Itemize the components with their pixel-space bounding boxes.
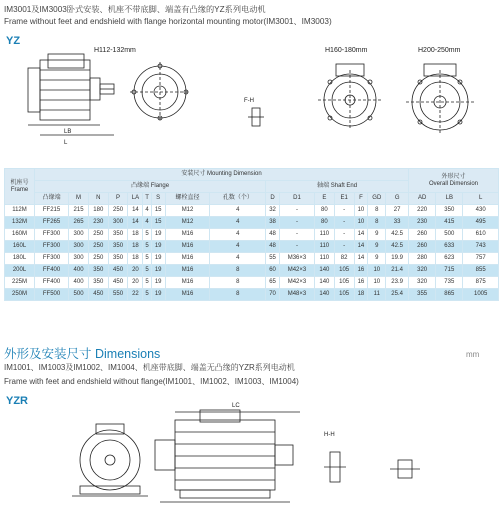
table-cell-frame: 112M [5,205,35,217]
table-cell-frame: 132M [5,217,35,229]
table-cell: - [334,205,354,217]
table-cell: 300 [69,229,89,241]
th-col: LA [128,193,143,205]
table-cell: 4 [143,205,151,217]
table-cell: M16 [165,265,210,277]
table-cell: 320 [409,277,436,289]
table-cell: 300 [69,253,89,265]
table-cell: 19 [151,253,165,265]
table-cell-frame: 180L [5,253,35,265]
th-col: E [314,193,334,205]
table-cell: 140 [314,289,334,301]
dim-lc: LC [232,403,240,409]
table-cell: 22 [128,289,143,301]
th-col: D [266,193,280,205]
th-col: E1 [334,193,354,205]
table-cell: 14 [354,229,368,241]
th-overall: 外形尺寸 Overall Dimension [409,169,499,193]
table-cell: - [279,217,314,229]
th-flange: 凸缘端 Flange [35,181,266,193]
table-cell: FF215 [35,205,69,217]
table-cell: 80 [314,205,334,217]
table-cell: 19.9 [386,253,409,265]
table-cell: FF265 [35,217,69,229]
table-column-header-row [5,193,499,205]
th-mounting: 安装尺寸 Mounting Dimension [35,169,409,181]
table-cell: 350 [108,229,128,241]
table-cell: 633 [436,241,463,253]
th-col: GD [368,193,386,205]
th-frame: 机座号 Frame [5,169,35,205]
motor-drawing-side-1 [28,54,114,135]
table-cell: 500 [436,229,463,241]
table-cell: 5 [143,265,151,277]
table-cell: 70 [266,289,280,301]
table-cell: 140 [314,265,334,277]
table-cell: 280 [409,253,436,265]
page-title-cn: IM3001及IM3003卧式安装、机座不带底脚、端盖有凸缘的YZ系列电动机 [4,5,266,14]
table-cell: - [334,217,354,229]
table-cell: 5 [143,253,151,265]
table-cell: 19 [151,289,165,301]
table-cell: 8 [210,277,266,289]
drawing2-caption: H160-180mm [325,47,368,54]
yzr-motor-side [155,410,300,502]
th-col: F [354,193,368,205]
table-cell: M42×3 [279,265,314,277]
table-cell: 105 [334,289,354,301]
table-cell: 20 [128,277,143,289]
yz-label: YZ [6,35,21,47]
table-cell: 5 [143,277,151,289]
table-cell: 4 [210,253,266,265]
table-cell: 623 [436,253,463,265]
th-col: G [386,193,409,205]
table-cell: - [334,241,354,253]
dim-h-h: H-H [324,432,335,438]
table-cell: 350 [88,277,108,289]
table-cell: 350 [436,205,463,217]
yzr-label: YZR [6,395,28,407]
table-cell: 220 [409,205,436,217]
table-cell: 4 [210,229,266,241]
table-cell: 27 [386,205,409,217]
table-cell: 350 [108,241,128,253]
table-cell: FF400 [35,265,69,277]
table-cell: 5 [143,289,151,301]
table-cell: 1005 [463,289,499,301]
table-cell: 110 [314,241,334,253]
dim-f-gd: F-H [244,98,254,104]
yz-drawings [0,30,503,165]
table-row [5,241,499,253]
table-cell: 400 [69,265,89,277]
motor-drawing-front-3 [406,64,474,134]
table-cell-frame: 160L [5,241,35,253]
table-cell: 23.9 [386,277,409,289]
table-cell: 25.4 [386,289,409,301]
table-row [5,229,499,241]
drawing3-caption: H200-250mm [418,47,461,54]
table-cell: M16 [165,241,210,253]
yzr-drawings [0,390,503,511]
page-title-en: Frame without feet and endshield with flange horizontal mounting motor(IM3001、IM3003) [4,17,332,26]
table-cell: 10 [368,277,386,289]
dimension-table [4,168,499,301]
table-cell: 82 [334,253,354,265]
table-cell: M42×3 [279,277,314,289]
table-cell: 10 [354,205,368,217]
table-cell: 80 [314,217,334,229]
table-cell: M48×3 [279,289,314,301]
table-body [5,205,499,301]
drawing1-caption: H112-132mm [94,47,136,54]
table-cell: 33 [386,217,409,229]
th-col: AD [409,193,436,205]
table-cell: 430 [463,205,499,217]
table-cell: 105 [334,277,354,289]
table-cell: - [279,229,314,241]
table-cell: 757 [463,253,499,265]
table-cell: 265 [69,217,89,229]
table-cell: 19 [151,277,165,289]
table-cell: 9 [368,229,386,241]
table-cell: 19 [151,265,165,277]
table-cell: 8 [210,289,266,301]
table-cell: 10 [368,265,386,277]
table-cell: FF300 [35,253,69,265]
table-cell: 8 [210,265,266,277]
table-cell: 14 [128,217,143,229]
table-cell: 5 [143,229,151,241]
table-cell: 14 [128,205,143,217]
table-row [5,217,499,229]
table-cell: 715 [436,265,463,277]
th-col: LB [436,193,463,205]
dimensions-desc-cn: IM1001、IM1003及IM1002、IM1004、机座带底脚、端盖无凸缘的YZR系列电动机 [4,363,295,372]
table-cell: 48 [266,229,280,241]
table-cell: M12 [165,217,210,229]
table-cell: 8 [368,205,386,217]
table-cell: 4 [210,217,266,229]
th-col: N [88,193,108,205]
motor-drawing-front-2 [318,64,382,130]
table-cell: M16 [165,277,210,289]
table-cell: 180 [88,205,108,217]
th-col: L [463,193,499,205]
table-cell: 350 [88,265,108,277]
table-cell: 450 [88,289,108,301]
th-shaft: 轴端 Shaft End [266,181,409,193]
table-cell: 260 [409,229,436,241]
table-cell: 865 [436,289,463,301]
table-cell: 11 [368,289,386,301]
table-cell: - [279,241,314,253]
table-cell: FF300 [35,241,69,253]
table-cell-frame: 160M [5,229,35,241]
motor-drawing-front-1 [130,62,190,122]
dim-l: L [64,140,68,146]
table-cell: 250 [108,205,128,217]
table-cell: 19 [151,241,165,253]
table-cell: M16 [165,289,210,301]
table-cell: 450 [108,265,128,277]
table-cell: 400 [69,277,89,289]
table-cell: 230 [88,217,108,229]
table-cell: 65 [266,277,280,289]
table-cell: 4 [210,241,266,253]
table-cell: M36×3 [279,253,314,265]
table-cell: 32 [266,205,280,217]
table-row [5,277,499,289]
table-cell: 105 [334,265,354,277]
th-col: 凸缘端 [35,193,69,205]
th-col: M [69,193,89,205]
table-cell-frame: 225M [5,277,35,289]
unit-label: mm [466,350,480,359]
table-cell: 55 [266,253,280,265]
table-cell: 250 [88,229,108,241]
table-cell: 320 [409,265,436,277]
table-cell: M12 [165,205,210,217]
yzr-shaft-detail [324,452,420,482]
table-cell: 495 [463,217,499,229]
table-cell: 19 [151,229,165,241]
table-cell: 10 [354,217,368,229]
table-cell: 9 [368,253,386,265]
table-cell: 250 [88,241,108,253]
table-cell: 16 [354,265,368,277]
table-cell: FF300 [35,229,69,241]
table-cell: 4 [210,205,266,217]
table-row [5,289,499,301]
table-cell: 300 [108,217,128,229]
table-cell: 355 [409,289,436,301]
table-cell: 110 [314,229,334,241]
table-cell: 230 [409,217,436,229]
table-cell: 110 [314,253,334,265]
th-col: P [108,193,128,205]
table-cell: M16 [165,229,210,241]
table-cell: 550 [108,289,128,301]
table-cell: 16 [354,277,368,289]
table-cell: 855 [463,265,499,277]
table-cell: M16 [165,253,210,265]
table-cell: 21.4 [386,265,409,277]
table-cell: 38 [266,217,280,229]
table-cell: 42.5 [386,229,409,241]
table-cell: 18 [354,289,368,301]
table-cell: 18 [128,241,143,253]
table-cell: FF400 [35,277,69,289]
table-cell: FF500 [35,289,69,301]
yzr-motor-front [72,424,148,496]
table-cell: - [334,229,354,241]
table-cell: 42.5 [386,241,409,253]
dim-lb: LB [64,129,72,135]
table-cell: 140 [314,277,334,289]
table-cell: 8 [368,217,386,229]
table-cell: 18 [128,229,143,241]
table-cell: 20 [128,265,143,277]
table-cell: 5 [143,241,151,253]
table-cell: 9 [368,241,386,253]
table-cell: 215 [69,205,89,217]
table-cell: 18 [128,253,143,265]
table-cell: 60 [266,265,280,277]
table-cell: 300 [69,241,89,253]
table-cell: 48 [266,241,280,253]
dimensions-desc-en: Frame with feet and endshield without flange(IM1001、IM1002、IM1003、IM1004) [4,377,299,386]
dimensions-title: 外形及安装尺寸 Dimensions [4,347,161,361]
table-cell: 415 [436,217,463,229]
table-cell: 743 [463,241,499,253]
table-cell: 875 [463,277,499,289]
table-cell: 14 [354,241,368,253]
table-cell: 350 [108,253,128,265]
table-cell: 15 [151,217,165,229]
th-col: D1 [279,193,314,205]
table-row [5,253,499,265]
th-col: 螺栓直径 [165,193,210,205]
table-row [5,265,499,277]
table-cell-frame: 200L [5,265,35,277]
table-cell: 250 [88,253,108,265]
table-cell: - [279,205,314,217]
table-cell: 15 [151,205,165,217]
th-col: T [143,193,151,205]
table-cell: 500 [69,289,89,301]
table-cell: 260 [409,241,436,253]
table-cell: 610 [463,229,499,241]
table-cell: 735 [436,277,463,289]
table-cell: 4 [143,217,151,229]
shaft-key-detail-1 [248,108,264,126]
table-row [5,205,499,217]
table-cell: 14 [354,253,368,265]
th-col: 孔数（个） [210,193,266,205]
table-cell-frame: 250M [5,289,35,301]
th-col: S [151,193,165,205]
table-cell: 450 [108,277,128,289]
